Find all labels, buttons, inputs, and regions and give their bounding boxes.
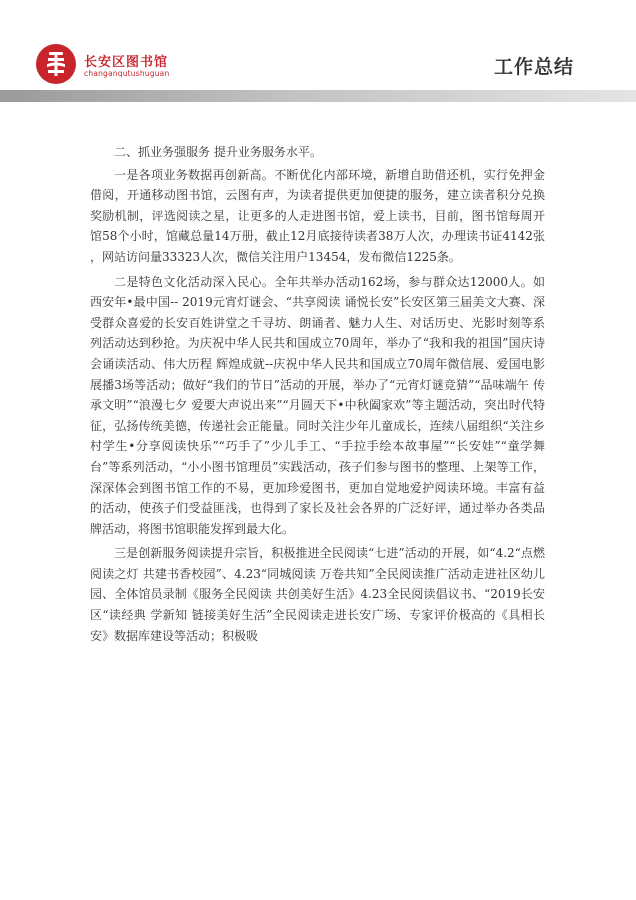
library-name: 长安区图书馆 <box>84 55 169 70</box>
logo-glyph-icon <box>36 44 76 84</box>
library-seal-logo-icon <box>36 44 76 84</box>
page-header <box>0 0 636 110</box>
paragraph-cultural-activities: 二是特色文化活动深入民心。全年共举办活动162场，参与群众达12000人。如西安年•最中国-- 2019元宵灯谜会、“共享阅读 诵悦长安”长安区第三届美文大赛、深受群众喜爱的长安百姓讲堂之千寻坊、朗诵者、魅力人生、对话历史、光影时刻等系列活动达到秒抢。为庆祝中华人民共和国成立70周年，举办了“我和我的祖国”国庆诗会诵读活动、伟大历程 辉煌成就--庆祝中华人民共和国成立70周年微信展、爱国电影展播3场等活动；做好“我们的节日”活动的开展，举办了“元宵灯谜竞猜”“品味端午 传承文明”“浪漫七夕 爱要大声说出来”“月圆天下•中秋阖家欢”等主题活动，突出时代特征，弘扬传统美德，传递社会正能量。同时关注少年儿童成长，连续八届组织“关注乡村学生•分享阅读快乐”“巧手了”少儿手工、“手拉手绘本故事屋”“长安娃”“童学舞台”等系列活动，“小小图书馆理员”实践活动，孩子们参与图书的整理、上架等工作，深深体会到图书馆工作的不易，更加珍爱图书，更加自觉地爱护阅读环境。丰富有益的活动，使孩子们受益匪浅，也得到了家长及社会各界的广泛好评，通过举办各类品牌活动，将图书馆职能发挥到最大化。 <box>90 274 545 536</box>
header-divider-band <box>0 90 636 102</box>
document-body <box>90 142 545 650</box>
library-pinyin: changanqutushuguan <box>84 69 170 78</box>
paragraph-reading-services: 三是创新服务阅读提升宗旨，积极推进全民阅读“七进”活动的开展，如“4.2“点燃阅读之灯 共建书香校园”、4.23“同城阅读 万卷共知”全民阅读推广活动走进社区幼儿园、全体馆员录制《服务全民阅读 共创美好生活》4.23全民阅读倡议书、“2019长安区“读经典 学新知 链接美好生活”全民阅读走进长安广场、专家评价极高的《具相长安》数据库建设等活动；积极吸 <box>90 546 545 643</box>
section-heading: 二、抓业务强服务 提升业务服务水平。 <box>114 145 322 159</box>
document-title: 工作总结 <box>493 56 574 78</box>
paragraph-business-data: 一是各项业务数据再创新高。不断优化内部环境，新增自助借还机，实行免押金借阅，开通移动图书馆，云图有声，为读者提供更加便捷的服务，建立读者积分兑换奖励机制，评选阅读之星，让更多的人走进图书馆，爱上读书，目前，图书馆每周开馆58个小时，馆藏总量14万册，截止12月底接待读者38万人次，办理读书证4142张 ，网站访问量33323人次，微信关注用户13454，发布微信1225条。 <box>90 167 545 264</box>
